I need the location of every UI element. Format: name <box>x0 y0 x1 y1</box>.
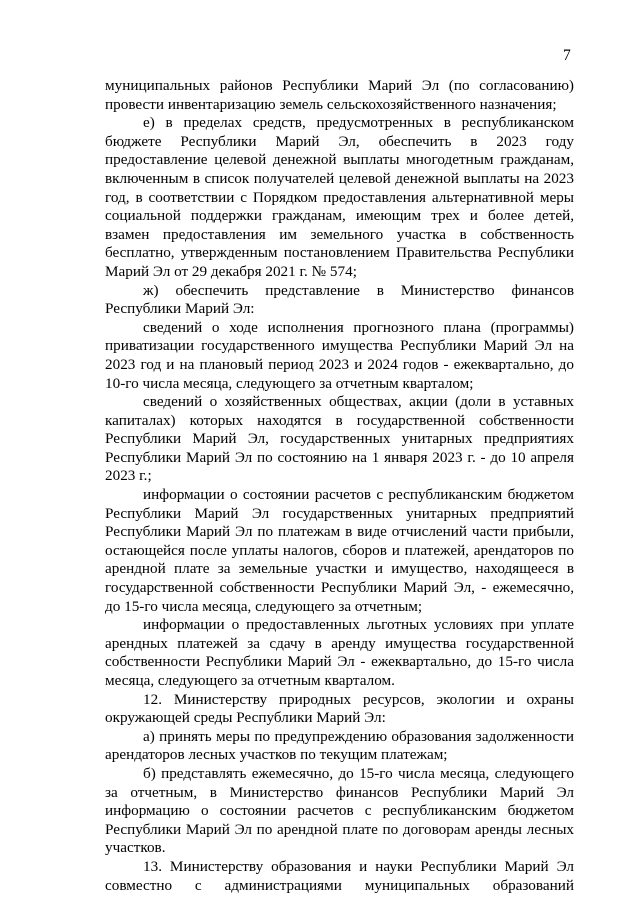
paragraph-continuation: муниципальных районов Республики Марий Эл (по согласованию) провести инвентаризацию земель сельскохозяйственного назначения; <box>105 77 574 113</box>
paragraph-rent-benefits-info: информации о предоставленных льготных условиях при уплате арендных платежей за сдачу в аренду имущества государственной собственности Республики Марий Эл - ежеквартально, до 15-го числа месяца, следующего за отчетным кварталом. <box>105 616 574 689</box>
paragraph-item-13: 13. Министерству образования и науки Республики Марий Эл совместно с администрациями муниципальных образований <box>105 857 574 894</box>
paragraph-item-12: 12. Министерству природных ресурсов, экологии и охраны окружающей среды Республики Марий Эл: <box>105 690 574 727</box>
paragraph-privatization-info: сведений о ходе исполнения прогнозного плана (программы) приватизации государственного имущества Республики Марий Эл на 2023 год и на плановый период 2023 и 2024 годов - ежеквартально, до 10-го числа месяца, следующего за отчетным кварталом; <box>105 318 574 392</box>
paragraph-item-e: е) в пределах средств, предусмотренных в республиканском бюджете Республики Марий Эл, обеспечить в 2023 году предоставление целевой денежной выплаты многодетным гражданам, включенным в список получателей целевой денежной выплаты на 2023 год, в соответствии с Порядком предоставления альтернативной меры социальной поддержки гражданам, имеющим трех и более детей, взамен предоставления им земельного участка в собственность бесплатно, утвержденным постановлением Правительства Республики Марий Эл от 29 декабря 2021 г. № 574; <box>105 114 574 280</box>
paragraph-item-zh: ж) обеспечить представление в Министерство финансов Республики Марий Эл: <box>105 281 574 318</box>
paragraph-settlements-info: информации о состоянии расчетов с республиканским бюджетом Республики Марий Эл государственных унитарных предприятий Республики Марий Эл по платежам в виде отчислений части прибыли, остающейся после уплаты налогов, сборов и платежей, арендаторов по арендной плате за земельные участки и имущество, находящееся в государственной собственности Республики Марий Эл, - ежемесячно, до 15-го числа месяца, следующего за отчетным; <box>105 486 574 615</box>
paragraph-item-12b: б) представлять ежемесячно, до 15-го числа месяца, следующего за отчетным, в Министерство финансов Республики Марий Эл информацию о состоянии расчетов с республиканским бюджетом Республики Марий Эл по арендной плате по договорам аренды лесных участков. <box>105 764 574 857</box>
page-number: 7 <box>563 47 571 64</box>
document-body <box>105 77 574 895</box>
paragraph-item-12a: а) принять меры по предупреждению образования задолженности арендаторов лесных участков по текущим платежам; <box>105 727 574 764</box>
paragraph-business-entities-info: сведений о хозяйственных обществах, акции (доли в уставных капиталах) которых находятся в государственной собственности Республики Марий Эл, государственных унитарных предприятиях Республики Марий Эл по состоянию на 1 января 2023 г. - до 10 апреля 2023 г.; <box>105 393 574 485</box>
